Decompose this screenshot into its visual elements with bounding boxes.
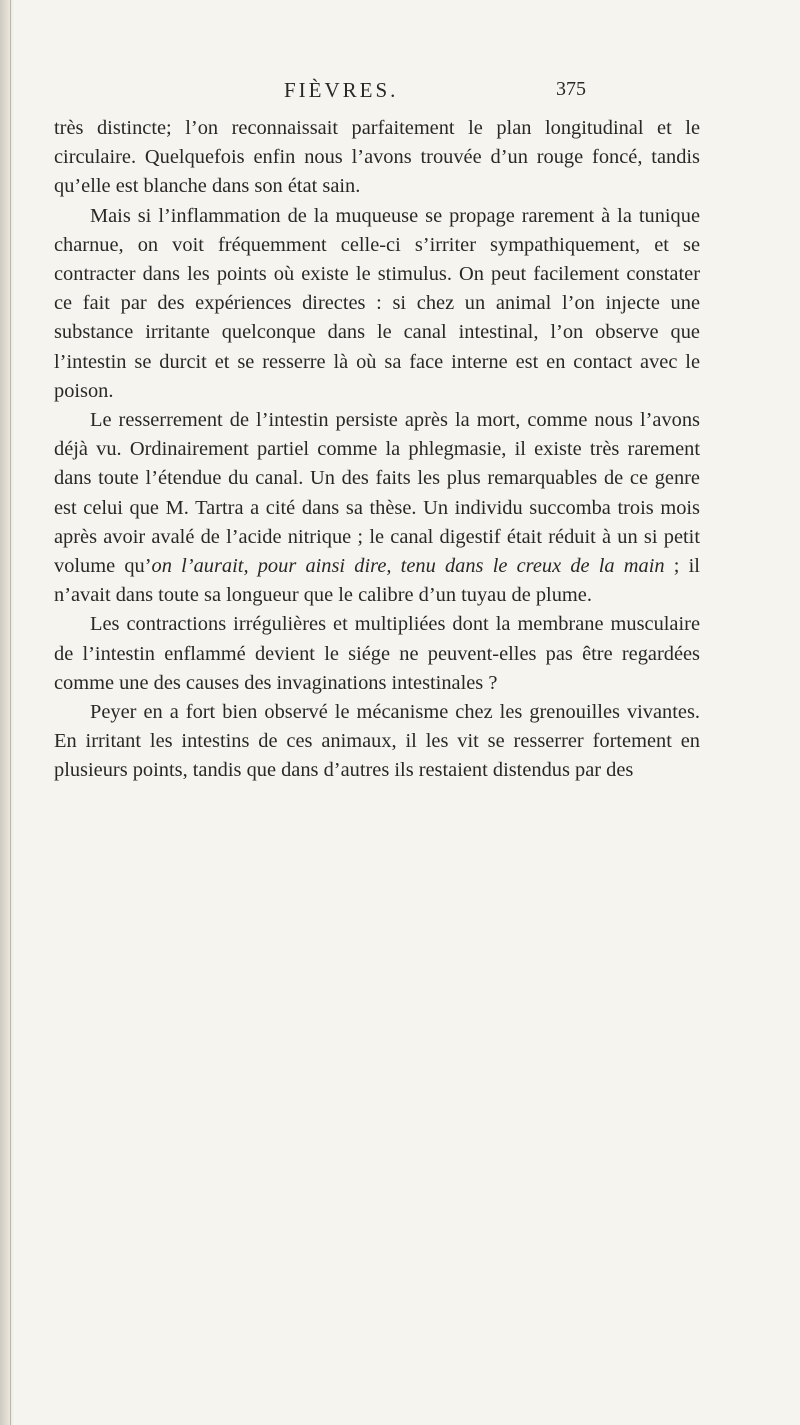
paragraph-p2 (54, 202, 700, 406)
paragraph-p1 (54, 114, 700, 202)
paragraph-text: très distincte; l’on reconnaissait parfaitement le plan longitudinal et le circulaire. Quelquefois enfin nous l’avons trouvée d’un rouge foncé, tandis qu’elle est blanche dans son état sain. (54, 117, 700, 198)
paragraph-p3 (54, 406, 700, 610)
paragraph-p4 (54, 610, 700, 698)
book-page (26, 0, 774, 1425)
page-binding-edge (10, 0, 11, 1425)
page-binding-shadow (0, 0, 14, 1425)
page-number: 375 (556, 78, 586, 100)
running-head-title: FIÈVRES. (284, 78, 399, 102)
italic-quote: on l’aurait, pour ainsi dire, tenu dans le creux de la main (151, 555, 665, 578)
body-text (54, 114, 700, 786)
paragraph-text: Peyer en a fort bien observé le mécanisme chez les grenouilles vivantes. En irritant les intestins de ces animaux, il les vit se resserrer fortement en plusieurs points, tandis que dans d’autres ils restaient distendus par des (54, 701, 700, 782)
running-head (26, 78, 726, 108)
paragraph-text: Mais si l’inflammation de la muqueuse se propage rarement à la tunique charnue, on voit fréquemment celle-ci s’irriter sympathiquement, et se contracter dans les points où existe le stimulus. On peut facilement constater ce fait par des expériences directes : si chez un animal l’on injecte une substance irritante quelconque dans le canal intestinal, l’on observe que l’intestin se durcit et se resserre là où sa face interne est en contact avec le poison. (54, 204, 700, 402)
paragraph-text: ; il n’avait dans toute sa longueur que le calibre d’un tuyau de plume. (54, 555, 700, 607)
paragraph-p5 (54, 698, 700, 786)
paragraph-text: Le resserrement de l’intestin persiste après la mort, comme nous l’avons déjà vu. Ordinairement partiel comme la phlegmasie, il existe très rarement dans toute l’étendue du canal. Un des faits les plus remarquables de ce genre est celui que M. Tartra a cité dans sa thèse. Un individu succomba trois mois après avoir avalé de l’acide nitrique ; le canal digestif était réduit à un si petit volume qu’ (54, 409, 700, 578)
paragraph-text: Les contractions irrégulières et multipliées dont la membrane musculaire de l’intestin enflammé devient le siége ne peuvent-elles pas être regardées comme une des causes des invaginations intestinales ? (54, 613, 700, 694)
